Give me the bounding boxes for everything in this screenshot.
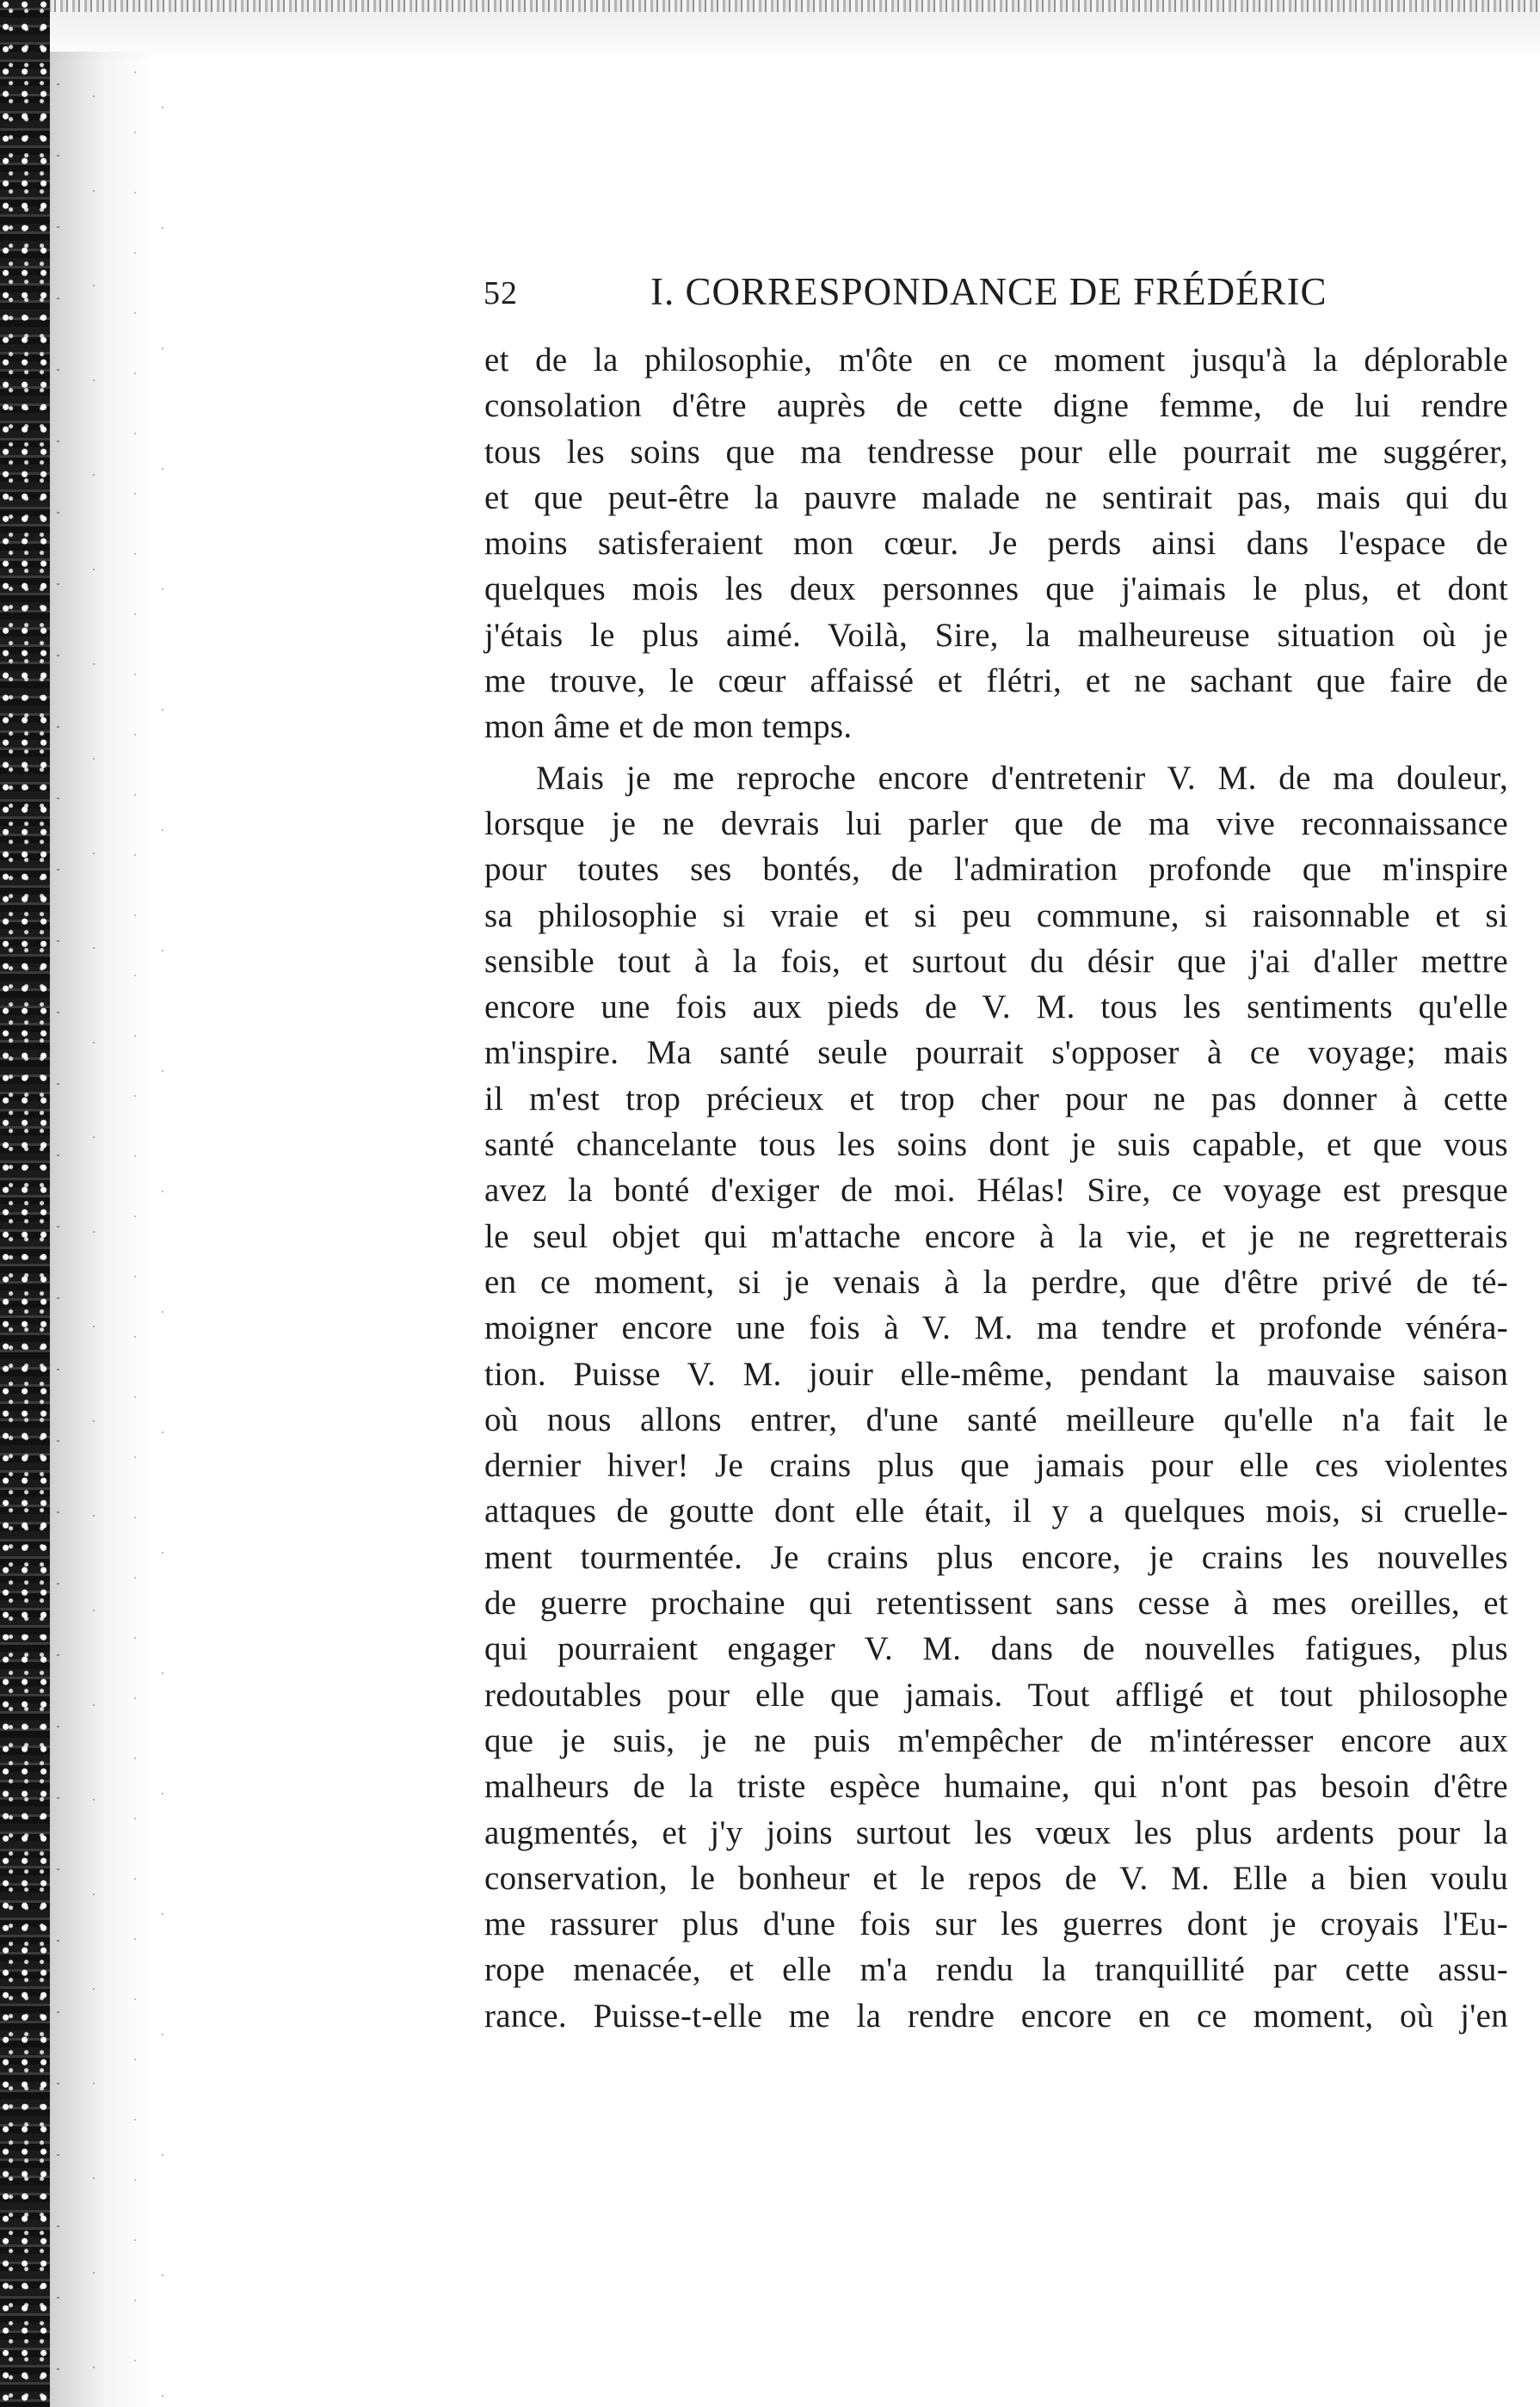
text-line: tion. Puisse V. M. jouir elle-même, pendant la mauvaise saison — [484, 1355, 1508, 1393]
book-binding-edge — [0, 0, 50, 2407]
text-line: sensible tout à la fois, et surtout du désir que j'ai d'aller mettre — [484, 942, 1508, 980]
text-line: que je suis, je ne puis m'empêcher de m'intéresser encore aux — [484, 1721, 1508, 1759]
text-line: sa philosophie si vraie et si peu commune, si raisonnable et si — [484, 896, 1508, 934]
text-line: qui pourraient engager V. M. dans de nouvelles fatigues, plus — [484, 1630, 1508, 1668]
text-line: en ce moment, si je venais à la perdre, que d'être privé de té- — [484, 1263, 1508, 1301]
text-line: m'inspire. Ma santé seule pourrait s'opposer à ce voyage; mais — [484, 1034, 1508, 1072]
text-line: il m'est trop précieux et trop cher pour ne pas donner à cette — [484, 1080, 1508, 1117]
text-line: me trouve, le cœur affaissé et flétri, et ne sachant que faire de — [484, 662, 1508, 700]
text-line: redoutables pour elle que jamais. Tout affligé et tout philosophe — [484, 1676, 1508, 1714]
running-head: I. CORRESPONDANCE DE FRÉDÉRIC — [650, 270, 1327, 313]
text-line: rope menacée, et elle m'a rendu la tranquillité par cette assu- — [484, 1951, 1508, 1989]
text-line: j'étais le plus aimé. Voilà, Sire, la malheureuse situation où je — [484, 616, 1508, 654]
text-line: quelques mois les deux personnes que j'aimais le plus, et dont — [484, 570, 1508, 608]
text-line: moins satisferaient mon cœur. Je perds ainsi dans l'espace de — [484, 525, 1508, 563]
text-line: pour toutes ses bontés, de l'admiration profonde que m'inspire — [484, 851, 1508, 889]
text-line: Mais je me reproche encore d'entretenir V. M. de ma douleur, — [536, 759, 1508, 797]
text-line: santé chancelante tous les soins dont je suis capable, et que vous — [484, 1126, 1508, 1164]
text-line: et de la philosophie, m'ôte en ce moment jusqu'à la déplorable — [484, 342, 1508, 379]
text-line: le seul objet qui m'attache encore à la vie, et je ne regretterais — [484, 1217, 1508, 1255]
text-line: rance. Puisse-t-elle me la rendre encore en ce moment, où j'en — [484, 1997, 1508, 2035]
page-number: 52 — [484, 275, 518, 311]
text-line: me rassurer plus d'une fois sur les guerres dont je croyais l'Eu- — [484, 1905, 1508, 1943]
scan-page-shadow — [50, 12, 1540, 62]
text-line: mon âme et de mon temps. — [484, 708, 853, 746]
paragraph — [484, 337, 1508, 750]
gutter-bleedthrough — [52, 52, 172, 2407]
text-line: lorsque je ne devrais lui parler que de ma vive reconnaissance — [484, 804, 1508, 842]
text-line: consolation d'être auprès de cette digne femme, de lui rendre — [484, 387, 1508, 425]
page-header — [482, 262, 1342, 323]
text-line: conservation, le bonheur et le repos de V. M. Elle a bien voulu — [484, 1859, 1508, 1897]
text-line: où nous allons entrer, d'une santé meilleure qu'elle n'a fait le — [484, 1400, 1508, 1438]
body-text — [484, 337, 1508, 2039]
text-line: de guerre prochaine qui retentissent sans cesse à mes oreilles, et — [484, 1585, 1508, 1622]
paragraph — [484, 755, 1508, 2039]
text-line: avez la bonté d'exiger de moi. Hélas! Sire, ce voyage est presque — [484, 1172, 1508, 1210]
text-line: encore une fois aux pieds de V. M. tous les sentiments qu'elle — [484, 988, 1508, 1026]
text-line: augmentés, et j'y joins surtout les vœux les plus ardents pour la — [484, 1813, 1508, 1851]
text-line: dernier hiver! Je crains plus que jamais pour elle ces violentes — [484, 1447, 1508, 1485]
text-line: attaques de goutte dont elle était, il y a quelques mois, si cruelle- — [484, 1493, 1508, 1530]
text-line: malheurs de la triste espèce humaine, qui n'ont pas besoin d'être — [484, 1768, 1508, 1806]
scan-top-edge — [0, 0, 1540, 12]
text-line: tous les soins que ma tendresse pour elle pourrait me suggérer, — [484, 433, 1508, 471]
text-line: moigner encore une fois à V. M. ma tendre et profonde vénéra- — [484, 1309, 1508, 1347]
text-line: et que peut-être la pauvre malade ne sentirait pas, mais qui du — [484, 478, 1508, 516]
text-line: ment tourmentée. Je crains plus encore, je crains les nouvelles — [484, 1538, 1508, 1576]
